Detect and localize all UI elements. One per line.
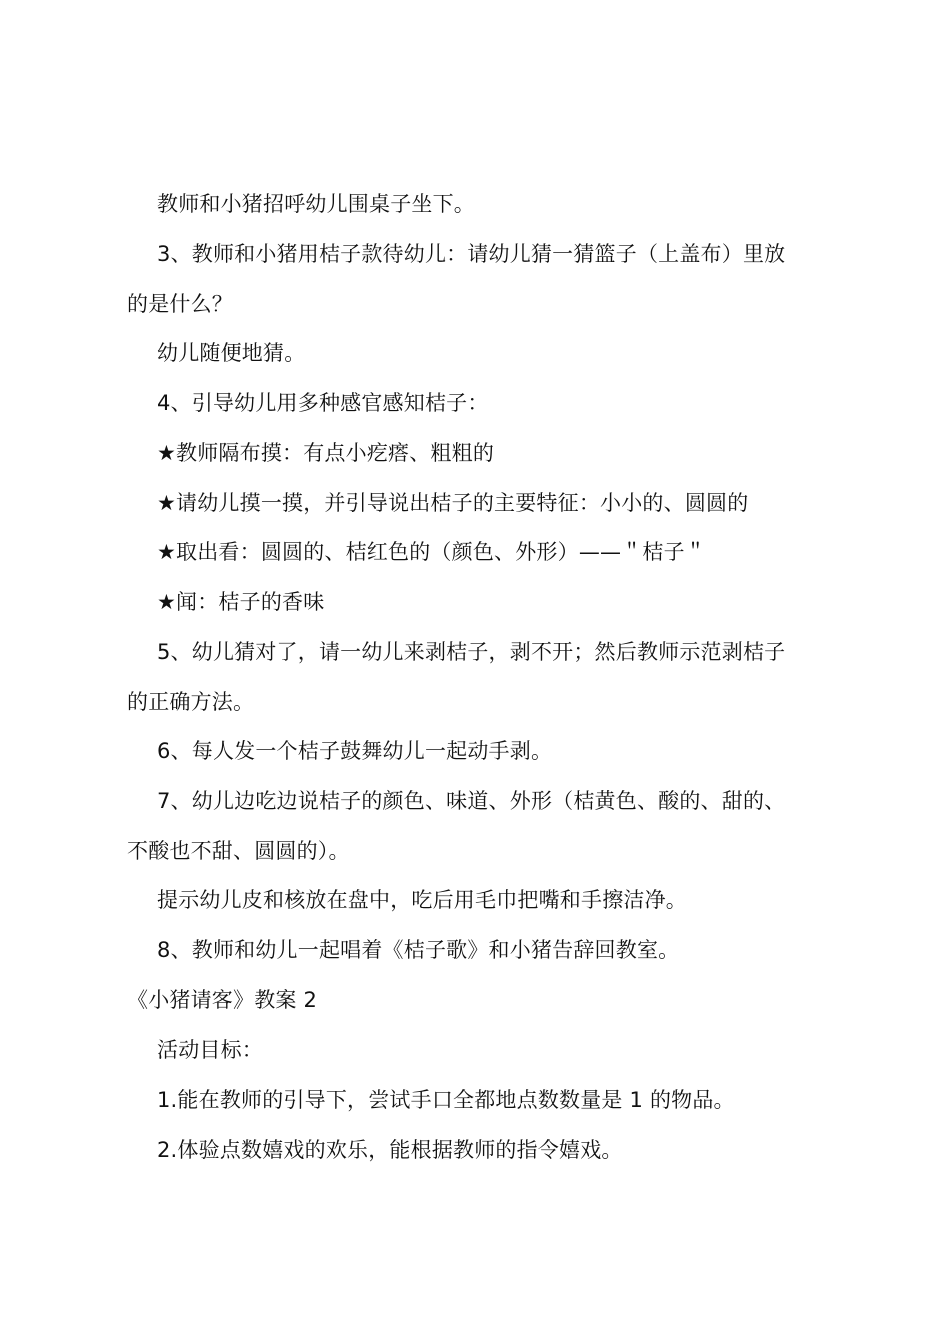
section-heading: 《小猪请客》教案 2	[127, 988, 318, 1012]
text-line-12: 6、每人发一个桔子鼓舞幼儿一起动手剥。	[157, 739, 553, 763]
text-line-1: 教师和小猪招呼幼儿围桌子坐下。	[157, 192, 475, 216]
text-line-20: 2.体验点数嬉戏的欢乐，能根据教师的指令嬉戏。	[157, 1138, 623, 1162]
text-line-14: 不酸也不甜、圆圆的）。	[127, 839, 350, 863]
text-line-3: 的是什么？	[127, 292, 233, 316]
text-line-4: 幼儿随便地猜。	[157, 341, 306, 365]
text-line-8: ★取出看：圆圆的、桔红色的（颜色、外形）——＂桔子＂	[157, 540, 707, 564]
text-line-16: 8、教师和幼儿一起唱着《桔子歌》和小猪告辞回教室。	[157, 938, 680, 962]
text-line-15: 提示幼儿皮和核放在盘中，吃后用毛巾把嘴和手擦洁净。	[157, 888, 687, 912]
text-line-2: 3、教师和小猪用桔子款待幼儿：请幼儿猜一猜篮子（上盖布）里放	[157, 242, 786, 266]
text-line-7: ★请幼儿摸一摸，并引导说出桔子的主要特征：小小的、圆圆的	[157, 491, 749, 515]
text-line-13: 7、幼儿边吃边说桔子的颜色、味道、外形（桔黄色、酸的、甜的、	[157, 789, 786, 813]
text-line-10: 5、幼儿猜对了，请一幼儿来剥桔子，剥不开；然后教师示范剥桔子	[157, 640, 786, 664]
text-line-11: 的正确方法。	[127, 690, 255, 714]
text-line-18: 活动目标：	[157, 1038, 263, 1062]
text-line-9: ★闻：桔子的香味	[157, 590, 325, 614]
text-line-6: ★教师隔布摸：有点小疙瘩、粗粗的	[157, 441, 495, 465]
text-line-19: 1.能在教师的引导下，尝试手口全都地点数数量是 1 的物品。	[157, 1088, 735, 1112]
text-line-5: 4、引导幼儿用多种感官感知桔子：	[157, 391, 489, 415]
